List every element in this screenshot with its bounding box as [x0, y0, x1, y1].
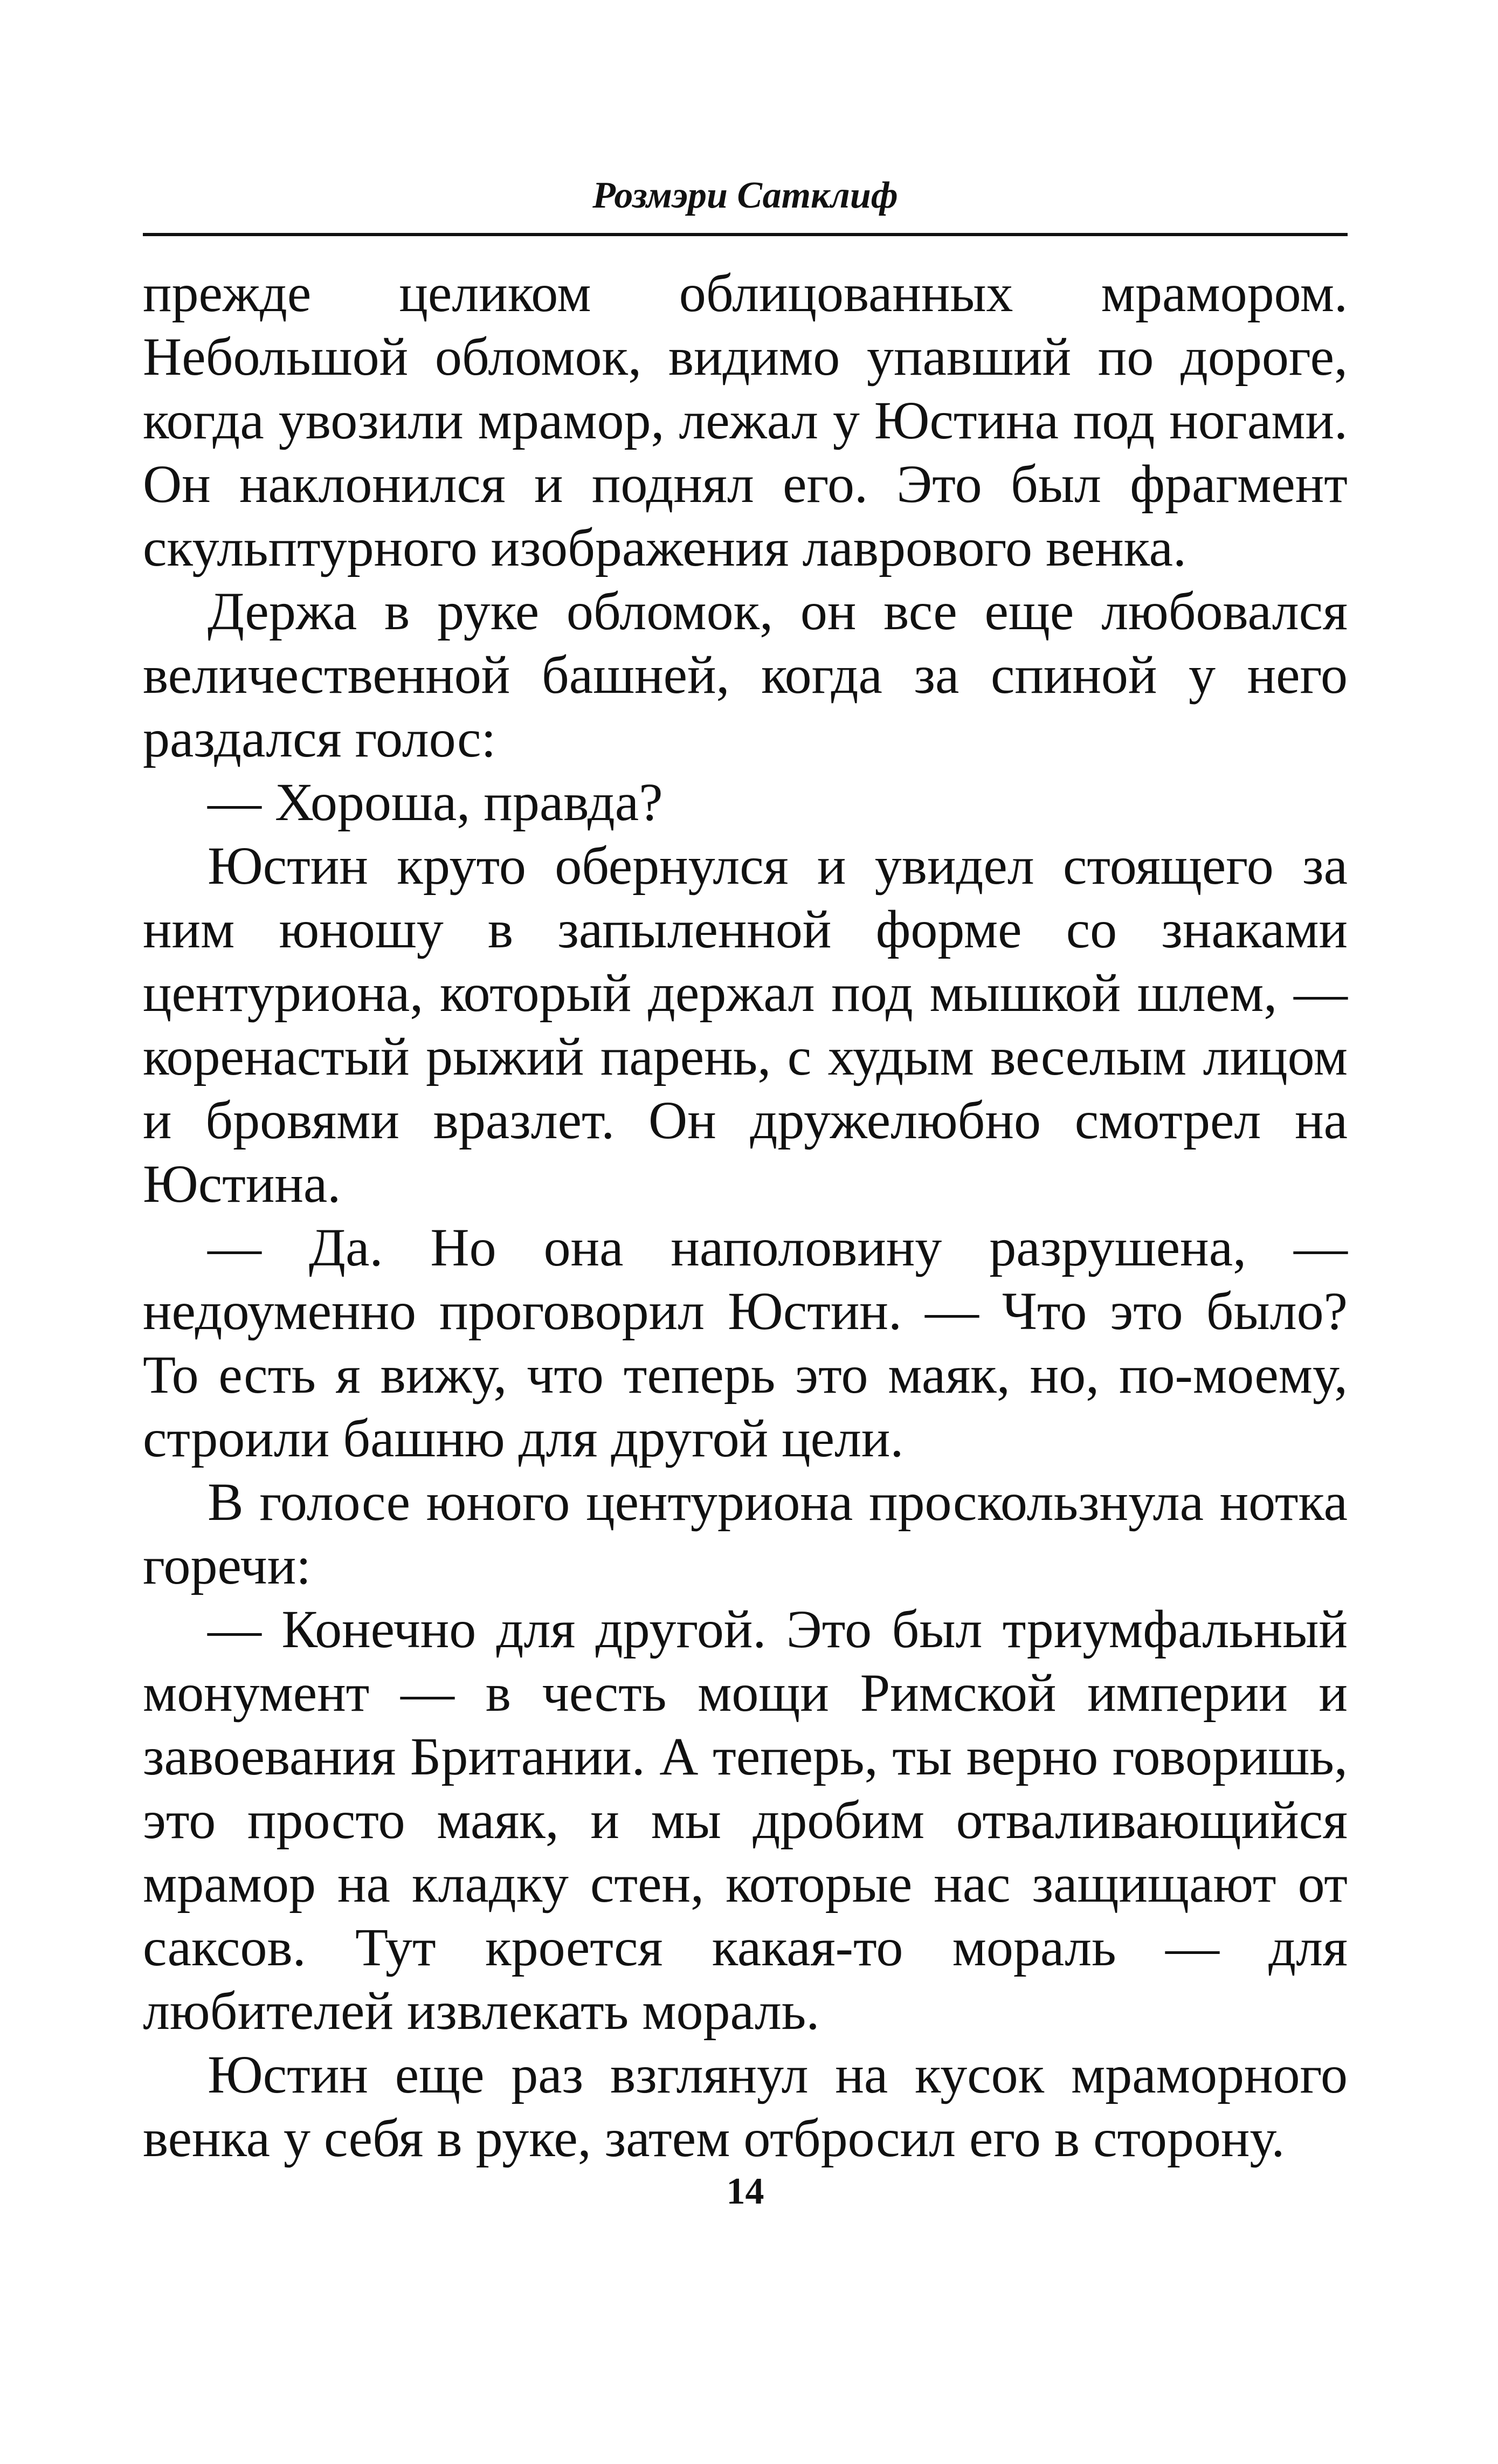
running-title: Розмэри Сатклиф — [592, 175, 898, 216]
paragraph: прежде целиком облицованных мрамором. Небольшой обломок, видимо упавший по дороге, когда увозили мрамор, лежал у Юстина под ногами. Он наклонился и поднял его. Это был фрагмент скульптурного изображения лаврового венка. — [143, 263, 1348, 577]
paragraph: — Да. Но она наполовину разрушена, — недоуменно проговорил Юстин. — Что это было? То есть я вижу, что теперь это маяк, но, по-моему, строили башню для другой цели. — [143, 1217, 1348, 1468]
paragraph: Юстин круто обернулся и увидел стоящего за ним юношу в запыленной форме со знаками центуриона, который держал под мышкой шлем, — коренастый рыжий парень, с худым веселым лицом и бровями вразлет. Он дружелюбно смотрел на Юстина. — [143, 836, 1348, 1214]
header-rule — [143, 233, 1348, 236]
paragraph: Держа в руке обломок, он все еще любовался величественной башней, когда за спиной у него раздался голос: — [143, 581, 1348, 768]
paragraph: — Хороша, правда? — [208, 772, 663, 832]
body-text — [143, 261, 1348, 2170]
paragraph: Юстин еще раз взглянул на кусок мраморного венка у себя в руке, затем отбросил его в сторону. — [143, 2045, 1348, 2168]
page-number: 14 — [726, 2171, 764, 2212]
paragraph: В голосе юного центуриона проскользнула нотка горечи: — [143, 1472, 1348, 1595]
paragraph: — Конечно для другой. Это был триумфальный монумент — в честь мощи Римской империи и завоевания Британии. А теперь, ты верно говоришь, это просто маяк, и мы дробим отваливающийся мрамор на кладку стен, которые нас защищают от саксов. Тут кроется какая-то мораль — для любителей извлекать мораль. — [143, 1599, 1348, 2041]
